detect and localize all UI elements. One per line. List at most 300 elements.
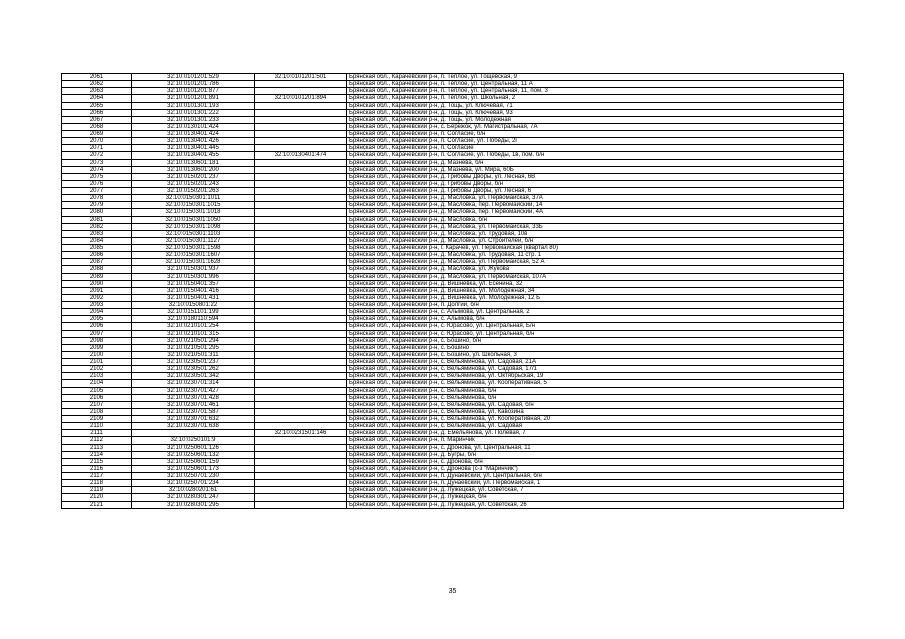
address-cell: Брянская обл., Карачевский р-н, д. Вишневка, ул. Молодежная, 34 <box>347 287 844 294</box>
parent-cadastral-number-cell <box>255 159 347 166</box>
table-row <box>62 465 844 472</box>
row-number-cell: 2110 <box>62 423 132 430</box>
cadastral-number-cell: 32:10:0230501:342 <box>132 373 255 380</box>
address-cell: Брянская обл., Карачевский р-н, с. Дронова, б/н <box>347 458 844 465</box>
row-number-cell: 2078 <box>62 195 132 202</box>
parent-cadastral-number-cell <box>255 387 347 394</box>
address-cell: Брянская обл., Карачевский р-н, с. Вельяминова, б/н <box>347 394 844 401</box>
table-row <box>62 423 844 430</box>
row-number-cell: 2106 <box>62 394 132 401</box>
row-number-cell: 2062 <box>62 81 132 88</box>
address-cell: Брянская обл., Карачевский р-н, с. Бошино, б/н <box>347 337 844 344</box>
address-cell: Брянская обл., Карачевский р-н, с. Бошино <box>347 344 844 351</box>
table-row <box>62 223 844 230</box>
cadastral-number-cell: 32:10:0150401:357 <box>132 280 255 287</box>
address-cell: Брянская обл., Карачевский р-н, д. Масловка, ул. Трудовая, 10в <box>347 230 844 237</box>
cadastral-number-cell: 32:10:0101301:193 <box>132 102 255 109</box>
parent-cadastral-number-cell <box>255 480 347 487</box>
table-row <box>62 316 844 323</box>
row-number-cell: 2103 <box>62 373 132 380</box>
table-row <box>62 480 844 487</box>
address-cell: Брянская обл., Карачевский р-н, д. Вишневка, ул. Молодежная, 12 Б <box>347 294 844 301</box>
address-cell: Брянская обл., Карачевский р-н, п. Теплое, ул. Центральная, 11 А <box>347 81 844 88</box>
row-number-cell: 2117 <box>62 473 132 480</box>
table-row <box>62 102 844 109</box>
cadastral-number-cell: 32:10:0250601:132 <box>132 451 255 458</box>
parent-cadastral-number-cell <box>255 359 347 366</box>
table-row <box>62 159 844 166</box>
parent-cadastral-number-cell <box>255 102 347 109</box>
row-number-cell: 2113 <box>62 444 132 451</box>
cadastral-number-cell: 32:10:0250601:126 <box>132 444 255 451</box>
address-cell: Брянская обл., Карачевский р-н, д. Масловка, ул. Трудовая, 11 стр. 1 <box>347 252 844 259</box>
address-cell: Брянская обл., Карачевский р-н, г. Карачев, ул. Первомайская (квартал 80) <box>347 245 844 252</box>
cadastral-number-cell: 32:10:0250701:234 <box>132 480 255 487</box>
table-row <box>62 123 844 130</box>
cadastral-number-cell: 32:10:0230701:314 <box>132 380 255 387</box>
cadastral-number-cell: 32:10:0150301:1628 <box>132 259 255 266</box>
address-cell: Брянская обл., Карачевский р-н, п. Теплое, ул. Школьная, 2 <box>347 95 844 102</box>
parent-cadastral-number-cell <box>255 351 347 358</box>
table-row <box>62 166 844 173</box>
row-number-cell: 2073 <box>62 159 132 166</box>
address-cell: Брянская обл., Карачевский р-н, д. Грибовы Дворы, ул. Лесная, 6 <box>347 188 844 195</box>
row-number-cell: 2081 <box>62 216 132 223</box>
address-cell: Брянская обл., Карачевский р-н, п. Согласие, ул. Победы, 2Г <box>347 138 844 145</box>
parent-cadastral-number-cell <box>255 252 347 259</box>
parent-cadastral-number-cell <box>255 408 347 415</box>
address-cell: Брянская обл., Карачевский р-н, с. Вельяминова, ул. Кавозина <box>347 408 844 415</box>
table-row <box>62 116 844 123</box>
address-cell: Брянская обл., Карачевский р-н, с. Алымова, б/н <box>347 316 844 323</box>
parent-cadastral-number-cell <box>255 323 347 330</box>
address-cell: Брянская обл., Карачевский р-н, с. Вельяминова, ул. Садовая, 17/1 <box>347 366 844 373</box>
table-row <box>62 330 844 337</box>
parent-cadastral-number-cell <box>255 487 347 494</box>
table-row <box>62 109 844 116</box>
parent-cadastral-number-cell <box>255 81 347 88</box>
address-cell: Брянская обл., Карачевский р-н, д. Грибовы Дворы, ул. Лесная, 6В <box>347 173 844 180</box>
row-number-cell: 2067 <box>62 116 132 123</box>
parent-cadastral-number-cell <box>255 451 347 458</box>
cadastral-number-cell: 32:10:0150301:996 <box>132 273 255 280</box>
cadastral-number-cell: 32:10:0230701:428 <box>132 394 255 401</box>
cadastral-number-cell: 32:10:0150201:263 <box>132 188 255 195</box>
cadastral-number-cell: 32:10:0210101:315 <box>132 330 255 337</box>
row-number-cell: 2095 <box>62 316 132 323</box>
cadastral-number-cell: 32:10:0150301:1018 <box>132 209 255 216</box>
cadastral-number-cell: 32:10:0250701:230 <box>132 473 255 480</box>
parent-cadastral-number-cell <box>255 501 347 508</box>
cadastral-number-cell: 32:10:0210501:294 <box>132 337 255 344</box>
address-cell: Брянская обл., Карачевский р-н, д. Лужецкая, ул. Советская, 26 <box>347 501 844 508</box>
cadastral-number-cell: 32:10:0250601:159 <box>132 458 255 465</box>
cadastral-number-cell: 32:10:0130401:424 <box>132 131 255 138</box>
parent-cadastral-number-cell: 32:10:0231501:146 <box>255 430 347 437</box>
cadastral-number-cell: 32:10:0150301:1598 <box>132 245 255 252</box>
table-row <box>62 458 844 465</box>
parent-cadastral-number-cell: 32:10:0130401:474 <box>255 152 347 159</box>
row-number-cell: 2066 <box>62 109 132 116</box>
address-cell: Брянская обл., Карачевский р-н, с. Вельяминова, ул. Садовая, 21А <box>347 359 844 366</box>
row-number-cell: 2064 <box>62 95 132 102</box>
row-number-cell: 2111 <box>62 430 132 437</box>
parent-cadastral-number-cell <box>255 209 347 216</box>
cadastral-number-cell: 32:10:0210101:254 <box>132 323 255 330</box>
table-row <box>62 259 844 266</box>
row-number-cell: 2109 <box>62 416 132 423</box>
address-cell: Брянская обл., Карачевский р-н, п. Долгий, б/н <box>347 302 844 309</box>
cadastral-number-cell: 32:10:0150801:22 <box>132 302 255 309</box>
address-cell: Брянская обл., Карачевский р-н, п. Согласие, ул. Победы, 1в, пом. б/н <box>347 152 844 159</box>
table-row <box>62 444 844 451</box>
row-number-cell: 2108 <box>62 408 132 415</box>
cadastral-number-cell <box>132 430 255 437</box>
row-number-cell: 2116 <box>62 465 132 472</box>
row-number-cell: 2093 <box>62 302 132 309</box>
row-number-cell: 2088 <box>62 266 132 273</box>
cadastral-number-cell: 32:10:0230701:427 <box>132 387 255 394</box>
row-number-cell: 2063 <box>62 88 132 95</box>
table-row <box>62 394 844 401</box>
cadastral-number-cell: 32:10:0130401:455 <box>132 152 255 159</box>
table-row <box>62 173 844 180</box>
table-row <box>62 280 844 287</box>
address-cell: Брянская обл., Карачевский р-н, с. Юрасово, ул. Центральная, б/н <box>347 330 844 337</box>
address-cell: Брянская обл., Карачевский р-н, п. Маринчик <box>347 437 844 444</box>
row-number-cell: 2087 <box>62 259 132 266</box>
row-number-cell: 2089 <box>62 273 132 280</box>
parent-cadastral-number-cell <box>255 302 347 309</box>
parent-cadastral-number-cell <box>255 330 347 337</box>
cadastral-number-cell: 32:10:0101301:222 <box>132 109 255 116</box>
address-cell: Брянская обл., Карачевский р-н, п. Согласие <box>347 145 844 152</box>
table-row <box>62 344 844 351</box>
row-number-cell: 2105 <box>62 387 132 394</box>
row-number-cell: 2097 <box>62 330 132 337</box>
cadastral-number-cell: 32:10:0150201:237 <box>132 173 255 180</box>
parent-cadastral-number-cell <box>255 401 347 408</box>
address-cell: Брянская обл., Карачевский р-н, д. Масловка, ул. Первомайская, 33Б <box>347 223 844 230</box>
address-cell: Брянская обл., Карачевский р-н, п. Теплое, ул. Гощевская, 9 <box>347 74 844 81</box>
table-row <box>62 387 844 394</box>
address-cell: Брянская обл., Карачевский р-н, с. Алымова, ул. Центральная, 2 <box>347 309 844 316</box>
parent-cadastral-number-cell <box>255 266 347 273</box>
table-row <box>62 302 844 309</box>
cadastral-number-cell: 32:10:0230701:587 <box>132 408 255 415</box>
row-number-cell: 2114 <box>62 451 132 458</box>
row-number-cell: 2118 <box>62 480 132 487</box>
cadastral-number-cell: 32:10:0101301:233 <box>132 116 255 123</box>
row-number-cell: 2099 <box>62 344 132 351</box>
parent-cadastral-number-cell <box>255 109 347 116</box>
row-number-cell: 2096 <box>62 323 132 330</box>
parent-cadastral-number-cell <box>255 180 347 187</box>
address-cell: Брянская обл., Карачевский р-н, д. Лужецкая, б/н <box>347 494 844 501</box>
parent-cadastral-number-cell <box>255 494 347 501</box>
parent-cadastral-number-cell <box>255 287 347 294</box>
row-number-cell: 2085 <box>62 245 132 252</box>
table-row <box>62 373 844 380</box>
cadastral-number-cell: 32:10:0210501:295 <box>132 344 255 351</box>
parent-cadastral-number-cell <box>255 166 347 173</box>
table-row <box>62 131 844 138</box>
table-row <box>62 294 844 301</box>
parent-cadastral-number-cell: 32:10:0101201:501 <box>255 74 347 81</box>
parent-cadastral-number-cell <box>255 173 347 180</box>
row-number-cell: 2069 <box>62 131 132 138</box>
row-number-cell: 2091 <box>62 287 132 294</box>
parent-cadastral-number-cell <box>255 195 347 202</box>
row-number-cell: 2077 <box>62 188 132 195</box>
table-row <box>62 152 844 159</box>
cadastral-number-cell: 32:10:0101201:786 <box>132 81 255 88</box>
table-row <box>62 408 844 415</box>
cadastral-number-cell: 32:10:0101201:877 <box>132 88 255 95</box>
address-cell: Брянская обл., Карачевский р-н, д. Бугры, б/н <box>347 451 844 458</box>
table-row <box>62 401 844 408</box>
row-number-cell: 2121 <box>62 501 132 508</box>
cadastral-number-cell: 32:10:0210501:311 <box>132 351 255 358</box>
parent-cadastral-number-cell <box>255 202 347 209</box>
table-row <box>62 202 844 209</box>
row-number-cell: 2071 <box>62 145 132 152</box>
table-row <box>62 216 844 223</box>
parent-cadastral-number-cell <box>255 437 347 444</box>
address-cell: Брянская обл., Карачевский р-н, д. Масловка, пер. Первомайский, 4А <box>347 209 844 216</box>
address-cell: Брянская обл., Карачевский р-н, с. Дронова, ул. Центральная, 11 <box>347 444 844 451</box>
table-row <box>62 209 844 216</box>
row-number-cell: 2076 <box>62 180 132 187</box>
address-cell: Брянская обл., Карачевский р-н, д. Масловка, ул. Жукова <box>347 266 844 273</box>
row-number-cell: 2080 <box>62 209 132 216</box>
table-row <box>62 430 844 437</box>
address-cell: Брянская обл., Карачевский р-н, п. Согласие, б/н <box>347 131 844 138</box>
table-row <box>62 487 844 494</box>
cadastral-number-cell: 32:10:0150401:416 <box>132 287 255 294</box>
table-row <box>62 81 844 88</box>
cadastral-number-cell: 32:10:0150301:937 <box>132 266 255 273</box>
table-row <box>62 366 844 373</box>
parent-cadastral-number-cell <box>255 230 347 237</box>
row-number-cell: 2068 <box>62 123 132 130</box>
parent-cadastral-number-cell <box>255 423 347 430</box>
parent-cadastral-number-cell <box>255 337 347 344</box>
parent-cadastral-number-cell <box>255 294 347 301</box>
row-number-cell: 2084 <box>62 237 132 244</box>
parent-cadastral-number-cell <box>255 465 347 472</box>
cadastral-number-cell: 32:10:0230701:638 <box>132 423 255 430</box>
cadastral-number-cell: 32:10:0150201:243 <box>132 180 255 187</box>
parent-cadastral-number-cell <box>255 366 347 373</box>
parent-cadastral-number-cell <box>255 145 347 152</box>
table-row <box>62 359 844 366</box>
address-cell: Брянская обл., Карачевский р-н, д. Масловка, б/н <box>347 216 844 223</box>
address-cell: Брянская обл., Карачевский р-н, с. Вельяминова, ул. Кооперативная, 20 <box>347 416 844 423</box>
table-row <box>62 74 844 81</box>
address-cell: Брянская обл., Карачевский р-н, д. Масловка, ул. Первомайская, 37А <box>347 195 844 202</box>
cadastral-number-cell: 32:10:0280301:295 <box>132 501 255 508</box>
table-row <box>62 473 844 480</box>
table-row <box>62 501 844 508</box>
row-number-cell: 2120 <box>62 494 132 501</box>
row-number-cell: 2065 <box>62 102 132 109</box>
cadastral-number-cell: 32:10:0280301:247 <box>132 494 255 501</box>
parent-cadastral-number-cell <box>255 273 347 280</box>
cadastral-number-cell: 32:10:0280201:61 <box>132 487 255 494</box>
row-number-cell: 2102 <box>62 366 132 373</box>
address-cell: Брянская обл., Карачевский р-н, д. Масловка, пер. Первомайский, 14 <box>347 202 844 209</box>
cadastral-number-cell: 32:10:0230501:262 <box>132 366 255 373</box>
address-cell: Брянская обл., Карачевский р-н, д. Тощь, ул. Ключевая, 71 <box>347 102 844 109</box>
parent-cadastral-number-cell <box>255 223 347 230</box>
parent-cadastral-number-cell <box>255 131 347 138</box>
address-cell: Брянская обл., Карачевский р-н, с. Бошино, ул. Школьная, 3 <box>347 351 844 358</box>
address-cell: Брянская обл., Карачевский р-н, с. Вельяминова, ул. Октябрьская, 19 <box>347 373 844 380</box>
row-number-cell: 2083 <box>62 230 132 237</box>
cadastral-number-cell: 32:10:0130401:445 <box>132 145 255 152</box>
cadastral-number-cell: 32:10:0150301:1015 <box>132 202 255 209</box>
parent-cadastral-number-cell <box>255 316 347 323</box>
parent-cadastral-number-cell <box>255 373 347 380</box>
cadastral-number-cell: 32:10:0230701:632 <box>132 416 255 423</box>
row-number-cell: 2115 <box>62 458 132 465</box>
page-number: 35 <box>448 588 457 595</box>
address-cell: Брянская обл., Карачевский р-н, д. Тощь, ул. Молодежная <box>347 116 844 123</box>
cadastral-number-cell: 32:10:0130401:426 <box>132 138 255 145</box>
address-cell: Брянская обл., Карачевский р-н, д. Масловка, ул. Первомайская, 107А <box>347 273 844 280</box>
cadastral-number-cell: 32:10:0180110:594 <box>132 316 255 323</box>
table-row <box>62 380 844 387</box>
address-cell: Брянская обл., Карачевский р-н, д. Масловка, ул. Первомайская, 52 А <box>347 259 844 266</box>
row-number-cell: 2061 <box>62 74 132 81</box>
table-row <box>62 494 844 501</box>
cadastral-number-cell: 32:10:0150301:1011 <box>132 195 255 202</box>
table-row <box>62 88 844 95</box>
table-row <box>62 323 844 330</box>
cadastral-number-cell: 32:10:0250601:173 <box>132 465 255 472</box>
parent-cadastral-number-cell <box>255 216 347 223</box>
address-cell: Брянская обл., Карачевский р-н, д. Вишневка, ул. Есенина, 32 <box>347 280 844 287</box>
row-number-cell: 2086 <box>62 252 132 259</box>
row-number-cell: 2079 <box>62 202 132 209</box>
cadastral-number-cell: 32:10:0150301:1127 <box>132 237 255 244</box>
cadastral-number-cell: 32:10:0230501:237 <box>132 359 255 366</box>
parent-cadastral-number-cell <box>255 380 347 387</box>
address-cell: Брянская обл., Карачевский р-н, с. Вельяминова, ул. Садовая, б/н <box>347 401 844 408</box>
cadastral-number-cell: 32:10:0101201:891 <box>132 95 255 102</box>
cadastral-number-cell: 32:10:0150401:431 <box>132 294 255 301</box>
row-number-cell: 2094 <box>62 309 132 316</box>
parent-cadastral-number-cell <box>255 116 347 123</box>
parent-cadastral-number-cell <box>255 458 347 465</box>
address-cell: Брянская обл., Карачевский р-н, д. Масловка, ул. Строителей, б/н <box>347 237 844 244</box>
cadastral-number-cell: 32:10:0230701:461 <box>132 401 255 408</box>
parent-cadastral-number-cell <box>255 444 347 451</box>
parent-cadastral-number-cell <box>255 245 347 252</box>
row-number-cell: 2119 <box>62 487 132 494</box>
parent-cadastral-number-cell <box>255 309 347 316</box>
row-number-cell: 2100 <box>62 351 132 358</box>
cadastral-number-cell: 32:10:0150301:1098 <box>132 223 255 230</box>
row-number-cell: 2072 <box>62 152 132 159</box>
row-number-cell: 2070 <box>62 138 132 145</box>
row-number-cell: 2104 <box>62 380 132 387</box>
table-row <box>62 195 844 202</box>
table-row <box>62 273 844 280</box>
address-cell: Брянская обл., Карачевский р-н, с. Бережок, ул. Магистральная, 7А <box>347 123 844 130</box>
table-row <box>62 416 844 423</box>
table-row <box>62 437 844 444</box>
table-row <box>62 245 844 252</box>
table-row <box>62 287 844 294</box>
parent-cadastral-number-cell <box>255 237 347 244</box>
row-number-cell: 2074 <box>62 166 132 173</box>
parent-cadastral-number-cell <box>255 123 347 130</box>
table-row <box>62 188 844 195</box>
table-row <box>62 266 844 273</box>
parent-cadastral-number-cell <box>255 416 347 423</box>
row-number-cell: 2090 <box>62 280 132 287</box>
table-row <box>62 145 844 152</box>
address-cell: Брянская обл., Карачевский р-н, с. Вельяминова, ул. Кооперативная, 5 <box>347 380 844 387</box>
address-cell: Брянская обл., Карачевский р-н, с. Юрасово, ул. Центральная, Б/н <box>347 323 844 330</box>
table-row <box>62 451 844 458</box>
row-number-cell: 2075 <box>62 173 132 180</box>
cadastral-number-cell: 32:10:0151101:199 <box>132 309 255 316</box>
cadastral-number-cell: 32:10:0130601:200 <box>132 166 255 173</box>
parent-cadastral-number-cell <box>255 344 347 351</box>
cadastral-number-cell: 32:10:0250101:9 <box>132 437 255 444</box>
address-cell: Брянская обл., Карачевский р-н, с. Дронова (с-з "Маринчик") <box>347 465 844 472</box>
address-cell: Брянская обл., Карачевский р-н, п. Теплое, ул. Центральная, 11, пом. 3 <box>347 88 844 95</box>
table-body <box>62 74 844 509</box>
parent-cadastral-number-cell <box>255 259 347 266</box>
row-number-cell: 2107 <box>62 401 132 408</box>
address-cell: Брянская обл., Карачевский р-н, д. Лужецкая, ул. Советская, 7 <box>347 487 844 494</box>
row-number-cell: 2101 <box>62 359 132 366</box>
table-row <box>62 230 844 237</box>
address-cell: Брянская обл., Карачевский р-н, д. Мазнева, б/н <box>347 159 844 166</box>
table-row <box>62 351 844 358</box>
parent-cadastral-number-cell <box>255 188 347 195</box>
cadastral-number-cell: 32:10:0130101:424 <box>132 123 255 130</box>
table-row <box>62 309 844 316</box>
table-row <box>62 337 844 344</box>
row-number-cell: 2092 <box>62 294 132 301</box>
address-cell: Брянская обл., Карачевский р-н, п. Дунаевский, ул. Центральная, б/н <box>347 473 844 480</box>
address-cell: Брянская обл., Карачевский р-н, д. Грибовы Дворы, б/н <box>347 180 844 187</box>
parent-cadastral-number-cell <box>255 138 347 145</box>
address-cell: Брянская обл., Карачевский р-н, п. Дунаевский, ул. Первомайская, 1 <box>347 480 844 487</box>
table-row <box>62 138 844 145</box>
address-cell: Брянская обл., Карачевский р-н, д. Мазнева, ул. Мира, 60Б <box>347 166 844 173</box>
address-cell: Брянская обл., Карачевский р-н, с. Вельяминова, б/н <box>347 387 844 394</box>
cadastral-number-cell: 32:10:0150301:1103 <box>132 230 255 237</box>
cadastral-number-cell: 32:10:0150301:1050 <box>132 216 255 223</box>
address-cell: Брянская обл., Карачевский р-н, с. Вельяминова, ул. Садовая <box>347 423 844 430</box>
table-row <box>62 252 844 259</box>
address-cell: Брянская обл., Карачевский р-н, д. Емельянова, ул. Полевая, 7 <box>347 430 844 437</box>
table-row <box>62 237 844 244</box>
address-cell: Брянская обл., Карачевский р-н, д. Тощь, ул. Ключевая, 93 <box>347 109 844 116</box>
cadastral-number-cell: 32:10:0150301:1607 <box>132 252 255 259</box>
parent-cadastral-number-cell <box>255 88 347 95</box>
registry-table <box>61 73 844 509</box>
row-number-cell: 2112 <box>62 437 132 444</box>
parent-cadastral-number-cell <box>255 394 347 401</box>
row-number-cell: 2082 <box>62 223 132 230</box>
